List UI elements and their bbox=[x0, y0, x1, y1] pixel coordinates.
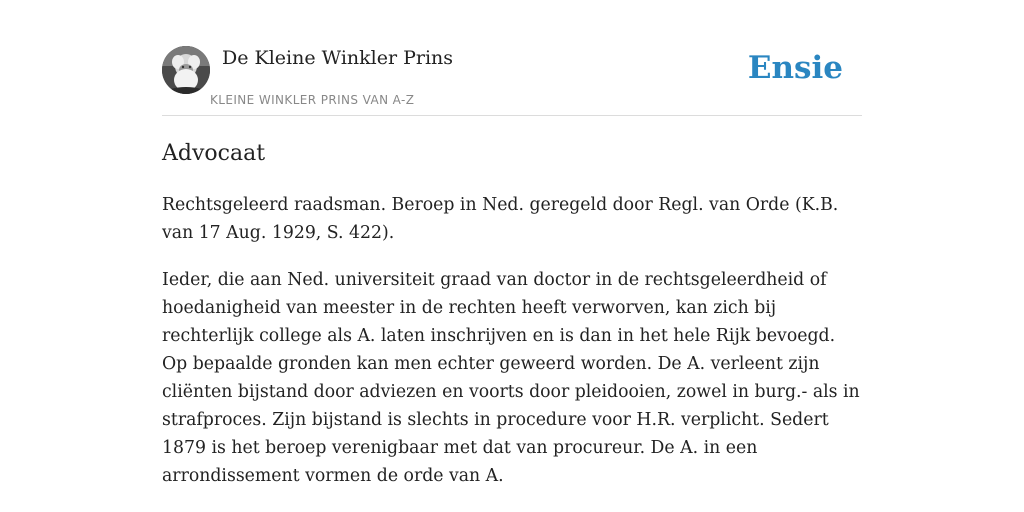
article-title: Advocaat bbox=[162, 141, 266, 166]
author-avatar[interactable] bbox=[162, 46, 210, 94]
book-subtitle[interactable]: KLEINE WINKLER PRINS VAN A-Z bbox=[210, 93, 415, 107]
author-portrait-icon bbox=[162, 46, 210, 94]
article-paragraph: Rechtsgeleerd raadsman. Beroep in Ned. geregeld door Regl. van Orde (K.B. van 17 Aug. 1929, S. 422). bbox=[162, 195, 839, 243]
book-title[interactable]: De Kleine Winkler Prins bbox=[222, 47, 454, 69]
book-header bbox=[162, 46, 862, 116]
article-paragraph: Ieder, die aan Ned. universiteit graad van doctor in de rechtsgeleerdheid of hoedanigheid van meester in de rechten heeft verworven, kan zich bij rechterlijk college als A. laten inschrijven en is dan in het hele Rijk bevoegd. Op bepaalde gronden kan men echter geweerd worden. De A. verleent zijn cliënten bijstand door adviezen en voorts door pleidooien, zowel in burg.- als in strafproces. Zijn bijstand is slechts in procedure voor H.R. verplicht. Sedert 1879 is het beroep verenigbaar met dat van procureur. De A. in een arrondissement vormen de orde van A. bbox=[162, 270, 860, 486]
ensie-logo-link[interactable]: Ensie bbox=[747, 50, 843, 86]
article bbox=[162, 139, 862, 509]
